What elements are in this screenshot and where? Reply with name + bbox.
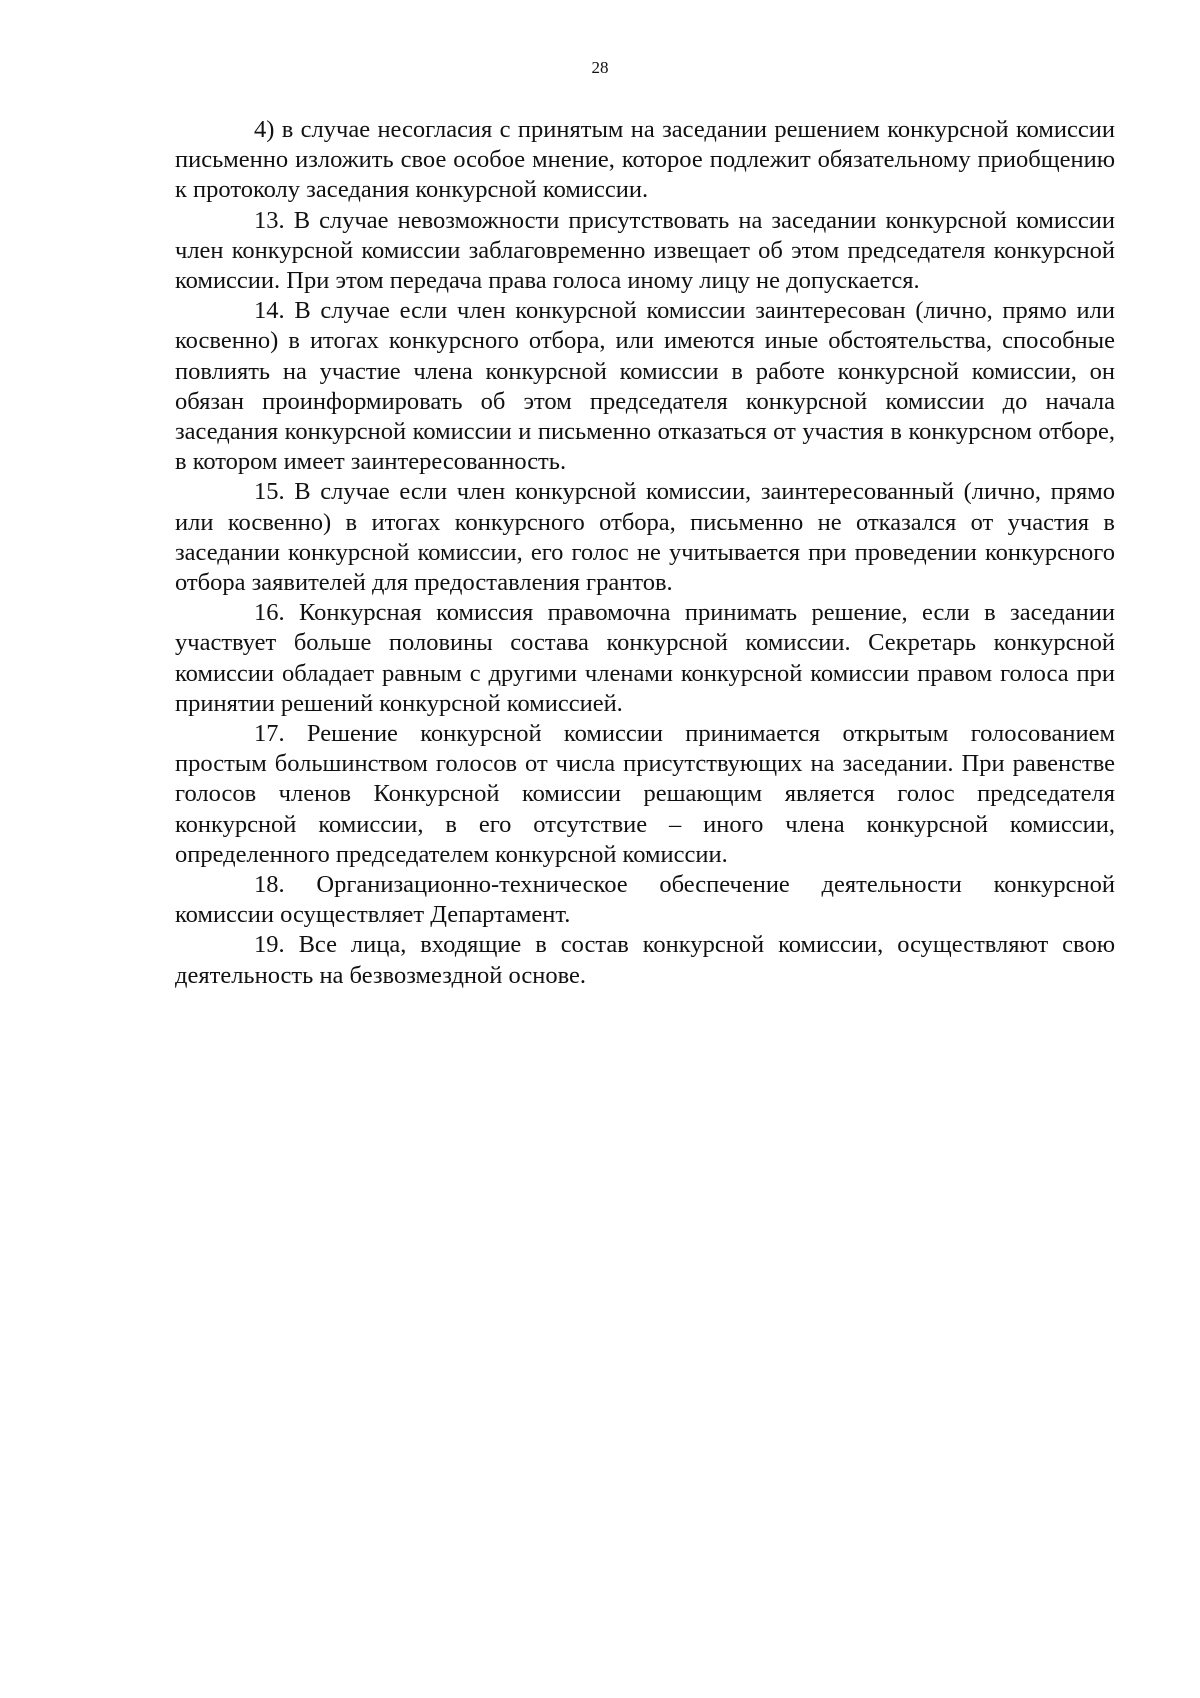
document-body (175, 115, 1115, 991)
paragraph-15: 15. В случае если член конкурсной комиссии, заинтересованный (лично, прямо или косвенно) в итогах конкурсного отбора, письменно не отказался от участия в заседании конкурсной комиссии, его голос не учитывается при проведении конкурсного отбора заявителей для предоставления грантов. (175, 478, 1115, 597)
paragraph-17: 17. Решение конкурсной комиссии принимается открытым голосованием простым большинством голосов от числа присутствующих на заседании. При равенстве голосов членов Конкурсной комиссии решающим является голос председателя конкурсной комиссии, в его отсутствие – иного члена конкурсной комиссии, определенного председателем конкурсной комиссии. (175, 720, 1115, 868)
paragraph-item-4: 4) в случае несогласия с принятым на заседании решением конкурсной комиссии письменно изложить свое особое мнение, которое подлежит обязательному приобщению к протоколу заседания конкурсной комиссии. (175, 116, 1115, 204)
page-number: 28 (591, 58, 609, 77)
paragraph-19: 19. Все лица, входящие в состав конкурсной комиссии, осуществляют свою деятельность на безвозмездной основе. (175, 931, 1115, 989)
paragraph-13: 13. В случае невозможности присутствовать на заседании конкурсной комиссии член конкурсной комиссии заблаговременно извещает об этом председателя конкурсной комиссии. При этом передача права голоса иному лицу не допускается. (175, 206, 1115, 295)
paragraph-14: 14. В случае если член конкурсной комиссии заинтересован (лично, прямо или косвенно) в итогах конкурсного отбора, или имеются иные обстоятельства, способные повлиять на участие члена конкурсной комиссии в работе конкурсной комиссии, он обязан проинформировать об этом председателя конкурсной комиссии до начала заседания конкурсной комиссии и письменно отказаться от участия в конкурсном отборе, в котором имеет заинтересованность. (175, 297, 1115, 476)
paragraph-18: 18. Организационно-техническое обеспечение деятельности конкурсной комиссии осуществляет Департамент. (175, 871, 1115, 929)
paragraph-16: 16. Конкурсная комиссия правомочна принимать решение, если в заседании участвует больше половины состава конкурсной комиссии. Секретарь конкурсной комиссии обладает равным с другими членами конкурсной комиссии правом голоса при принятии решений конкурсной комиссией. (175, 599, 1115, 717)
